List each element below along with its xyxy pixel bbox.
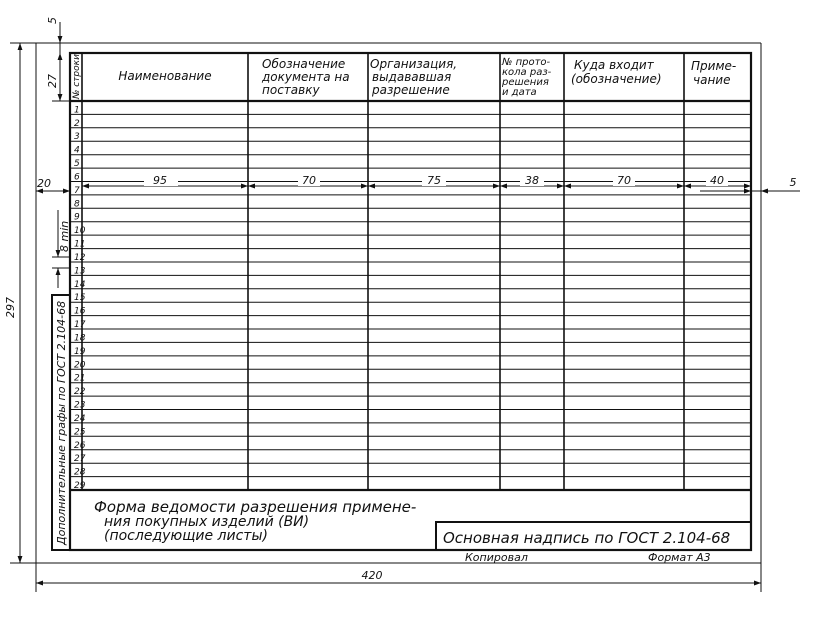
dim-col-organization: 75 xyxy=(427,174,441,187)
dim-height: 297 xyxy=(4,297,17,318)
header-document-line-1: Обозначение xyxy=(262,57,346,71)
sheet-border xyxy=(36,43,761,563)
header-where-used-line-2: (обозначение) xyxy=(571,72,662,86)
side-label: Дополнительные графы по ГОСТ 2.104-68 xyxy=(55,300,68,545)
header-note-line-1: Приме- xyxy=(691,59,737,73)
row-number: 1 xyxy=(74,105,80,116)
dim-width: 420 xyxy=(361,569,383,582)
header-document xyxy=(261,57,350,97)
row-number: 5 xyxy=(74,159,80,170)
header-note xyxy=(691,59,736,87)
row-number: 8 xyxy=(74,199,80,210)
row-number: 24 xyxy=(74,413,86,424)
row-number: 18 xyxy=(74,333,86,344)
header-where-used-line-1: Куда входит xyxy=(574,58,654,72)
row-number: 10 xyxy=(74,226,86,237)
header-protocol-line-1: № прото- xyxy=(502,57,551,68)
row-number: 9 xyxy=(74,212,80,223)
dim-top-margin: 5 xyxy=(46,17,59,24)
dim-col-note: 40 xyxy=(710,174,724,187)
header-where-used xyxy=(571,58,662,86)
row-number: 23 xyxy=(74,400,86,411)
header-document-line-2: документа на xyxy=(262,70,350,84)
row-number: 6 xyxy=(74,172,80,183)
header-protocol-line-3: решения xyxy=(502,77,549,88)
dim-left-margin: 20 xyxy=(37,177,51,190)
dim-col-document: 70 xyxy=(302,174,316,187)
dim-col-name: 95 xyxy=(153,174,167,187)
row-number: 28 xyxy=(74,467,86,478)
header-organization-line-1: Организация, xyxy=(370,57,458,71)
row-number: 29 xyxy=(74,481,86,491)
row-number: 4 xyxy=(74,145,80,156)
dim-min-row: 8 min xyxy=(58,220,71,252)
column-dimension-labels xyxy=(144,174,728,187)
row-number: 14 xyxy=(74,279,86,290)
row-number: 13 xyxy=(74,266,86,277)
copied-label: Копировал xyxy=(465,551,528,564)
row-number: 16 xyxy=(74,306,86,317)
caption-line-1: Форма ведомости разрешения примене- xyxy=(94,498,417,516)
row-lines xyxy=(70,114,751,476)
header-protocol-line-2: кола раз- xyxy=(502,67,552,78)
caption-line-3: (последующие листы) xyxy=(104,528,268,544)
dim-right-margin: 5 xyxy=(789,176,797,189)
header-document-line-3: поставку xyxy=(262,83,320,97)
row-number: 19 xyxy=(74,346,86,357)
header-organization-line-2: выдававшая xyxy=(372,70,452,84)
header-row-number: № строки xyxy=(72,54,82,99)
row-number: 3 xyxy=(74,132,80,143)
header-organization xyxy=(370,57,457,97)
row-number: 22 xyxy=(74,387,86,398)
row-number: 21 xyxy=(74,373,86,384)
top-margin-dimension xyxy=(52,22,70,101)
header-note-line-2: чание xyxy=(693,73,731,87)
row-number: 7 xyxy=(74,185,80,196)
row-number: 17 xyxy=(74,320,86,330)
column-lines xyxy=(82,53,684,490)
format-label: Формат А3 xyxy=(648,551,711,564)
header-protocol-line-4: и дата xyxy=(502,87,537,98)
row-number: 26 xyxy=(74,440,86,451)
form-caption xyxy=(94,498,416,544)
title-block-label: Основная надпись по ГОСТ 2.104-68 xyxy=(443,529,731,547)
row-number: 27 xyxy=(74,454,86,465)
row-number: 15 xyxy=(74,293,86,304)
dim-header-height: 27 xyxy=(46,74,59,88)
row-numbers xyxy=(74,105,86,491)
row-number: 2 xyxy=(74,118,80,129)
row-number: 12 xyxy=(74,253,86,263)
row-number: 20 xyxy=(74,360,86,371)
width-dimension xyxy=(36,563,761,592)
row-number: 11 xyxy=(74,239,86,250)
header-protocol xyxy=(501,57,552,98)
header-organization-line-3: разрешение xyxy=(372,83,450,97)
dim-col-where-used: 70 xyxy=(617,174,631,187)
header-name: Наименование xyxy=(118,69,212,83)
row-number: 25 xyxy=(74,427,86,438)
dim-col-protocol: 38 xyxy=(525,174,539,187)
caption-line-2: ния покупных изделий (ВИ) xyxy=(104,514,310,530)
